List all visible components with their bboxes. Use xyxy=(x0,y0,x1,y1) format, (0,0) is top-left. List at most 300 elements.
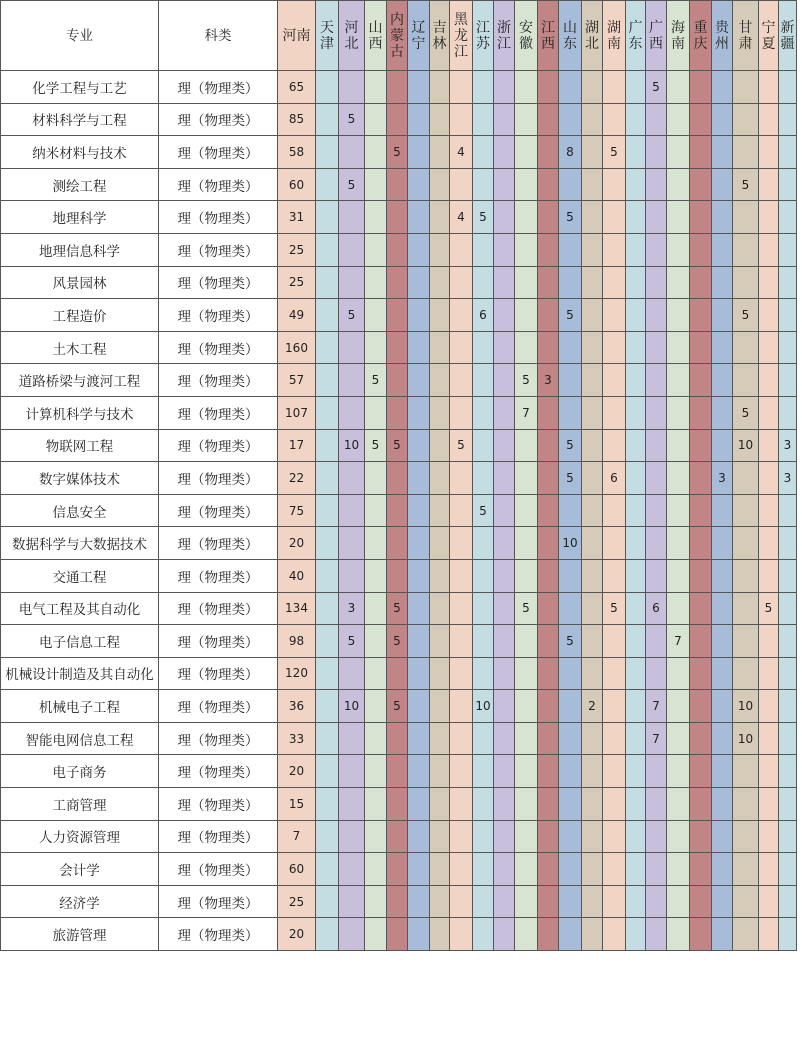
quota-cell xyxy=(779,331,797,364)
quota-cell xyxy=(759,690,779,723)
quota-cell xyxy=(667,429,690,462)
header-province: 甘 肃 xyxy=(733,1,759,71)
header-province: 江 苏 xyxy=(473,1,494,71)
quota-cell xyxy=(759,299,779,332)
quota-cell xyxy=(712,592,733,625)
quota-cell xyxy=(365,266,387,299)
category-cell: 理（物理类） xyxy=(159,136,278,169)
quota-cell xyxy=(538,820,559,853)
quota-cell xyxy=(430,559,450,592)
quota-cell xyxy=(408,755,430,788)
quota-cell xyxy=(473,722,494,755)
quota-cell xyxy=(759,853,779,886)
quota-cell xyxy=(316,690,339,723)
quota-cell xyxy=(667,233,690,266)
quota-cell xyxy=(408,233,430,266)
quota-cell xyxy=(712,266,733,299)
quota-cell xyxy=(733,331,759,364)
quota-cell: 5 xyxy=(559,462,582,495)
quota-cell xyxy=(667,462,690,495)
quota-cell xyxy=(626,657,646,690)
header-province: 辽 宁 xyxy=(408,1,430,71)
quota-cell xyxy=(515,233,538,266)
quota-cell xyxy=(582,885,603,918)
quota-cell: 5 xyxy=(387,136,408,169)
quota-cell xyxy=(387,299,408,332)
quota-cell xyxy=(759,559,779,592)
category-cell: 理（物理类） xyxy=(159,103,278,136)
quota-cell xyxy=(690,885,712,918)
quota-cell xyxy=(473,396,494,429)
quota-cell xyxy=(450,71,473,104)
quota-cell xyxy=(430,103,450,136)
quota-cell xyxy=(494,136,515,169)
quota-cell xyxy=(365,233,387,266)
quota-cell xyxy=(316,331,339,364)
quota-cell xyxy=(494,462,515,495)
quota-cell xyxy=(430,853,450,886)
quota-cell: 5 xyxy=(646,71,667,104)
quota-cell: 5 xyxy=(759,592,779,625)
quota-cell xyxy=(733,885,759,918)
quota-cell xyxy=(365,462,387,495)
quota-cell xyxy=(365,559,387,592)
quota-cell xyxy=(473,527,494,560)
quota-cell xyxy=(779,722,797,755)
quota-cell xyxy=(494,918,515,951)
quota-cell xyxy=(646,559,667,592)
quota-cell xyxy=(582,918,603,951)
quota-cell xyxy=(515,299,538,332)
quota-cell xyxy=(408,201,430,234)
table-row xyxy=(1,722,797,755)
quota-cell xyxy=(667,559,690,592)
quota-cell xyxy=(603,494,626,527)
table-row xyxy=(1,71,797,104)
quota-cell xyxy=(733,233,759,266)
quota-cell xyxy=(408,625,430,658)
header-province: 内 蒙 古 xyxy=(387,1,408,71)
quota-cell xyxy=(515,559,538,592)
quota-cell xyxy=(515,331,538,364)
quota-cell xyxy=(690,233,712,266)
quota-cell xyxy=(733,527,759,560)
quota-cell xyxy=(538,299,559,332)
quota-cell xyxy=(582,396,603,429)
quota-cell xyxy=(759,396,779,429)
quota-cell xyxy=(603,364,626,397)
quota-cell: 10 xyxy=(559,527,582,560)
quota-cell xyxy=(759,136,779,169)
quota-cell xyxy=(559,559,582,592)
category-cell: 理（物理类） xyxy=(159,494,278,527)
quota-cell xyxy=(387,233,408,266)
quota-cell xyxy=(712,755,733,788)
quota-cell xyxy=(733,559,759,592)
quota-cell xyxy=(733,918,759,951)
quota-cell xyxy=(339,527,365,560)
quota-cell xyxy=(430,364,450,397)
major-cell: 工商管理 xyxy=(1,788,159,821)
quota-cell: 5 xyxy=(365,429,387,462)
quota-cell xyxy=(408,103,430,136)
quota-cell: 10 xyxy=(733,722,759,755)
quota-cell: 160 xyxy=(278,331,316,364)
quota-cell xyxy=(779,71,797,104)
major-cell: 旅游管理 xyxy=(1,918,159,951)
quota-cell xyxy=(779,494,797,527)
quota-cell xyxy=(779,168,797,201)
quota-cell: 7 xyxy=(646,722,667,755)
quota-cell xyxy=(450,885,473,918)
quota-cell xyxy=(365,299,387,332)
table-row xyxy=(1,396,797,429)
quota-cell xyxy=(538,71,559,104)
table-row xyxy=(1,136,797,169)
quota-cell xyxy=(316,364,339,397)
header-province: 广 东 xyxy=(626,1,646,71)
quota-cell xyxy=(626,885,646,918)
quota-cell xyxy=(582,233,603,266)
quota-cell: 5 xyxy=(515,592,538,625)
quota-cell xyxy=(603,820,626,853)
quota-cell xyxy=(626,71,646,104)
quota-cell xyxy=(603,527,626,560)
quota-cell xyxy=(559,168,582,201)
quota-cell xyxy=(430,494,450,527)
category-cell: 理（物理类） xyxy=(159,625,278,658)
quota-cell xyxy=(667,788,690,821)
quota-cell: 5 xyxy=(559,299,582,332)
quota-cell xyxy=(626,364,646,397)
quota-cell xyxy=(690,201,712,234)
quota-cell xyxy=(559,853,582,886)
category-cell: 理（物理类） xyxy=(159,820,278,853)
quota-cell xyxy=(339,396,365,429)
quota-cell xyxy=(387,885,408,918)
quota-cell xyxy=(626,788,646,821)
quota-cell xyxy=(712,527,733,560)
quota-cell xyxy=(450,592,473,625)
quota-cell xyxy=(408,266,430,299)
quota-cell xyxy=(365,918,387,951)
quota-cell xyxy=(667,168,690,201)
table-row xyxy=(1,625,797,658)
category-cell: 理（物理类） xyxy=(159,885,278,918)
quota-cell xyxy=(582,820,603,853)
quota-cell xyxy=(667,266,690,299)
quota-cell xyxy=(779,364,797,397)
quota-cell xyxy=(473,71,494,104)
quota-cell: 3 xyxy=(538,364,559,397)
quota-cell xyxy=(408,788,430,821)
quota-cell xyxy=(515,722,538,755)
quota-cell xyxy=(538,559,559,592)
quota-cell xyxy=(387,820,408,853)
quota-cell xyxy=(365,527,387,560)
quota-cell xyxy=(646,364,667,397)
quota-cell xyxy=(515,625,538,658)
quota-cell xyxy=(582,657,603,690)
table-row xyxy=(1,885,797,918)
header-category: 科类 xyxy=(159,1,278,71)
category-cell: 理（物理类） xyxy=(159,429,278,462)
quota-cell xyxy=(603,103,626,136)
quota-cell xyxy=(339,722,365,755)
quota-cell xyxy=(430,885,450,918)
header-province: 安 徽 xyxy=(515,1,538,71)
quota-cell xyxy=(387,494,408,527)
quota-cell xyxy=(759,364,779,397)
header-province: 黑 龙 江 xyxy=(450,1,473,71)
quota-cell xyxy=(538,136,559,169)
table-row xyxy=(1,494,797,527)
quota-cell: 15 xyxy=(278,788,316,821)
quota-cell xyxy=(494,559,515,592)
quota-cell xyxy=(408,71,430,104)
header-province: 湖 南 xyxy=(603,1,626,71)
quota-cell: 31 xyxy=(278,201,316,234)
quota-cell xyxy=(515,103,538,136)
quota-cell xyxy=(316,559,339,592)
quota-cell: 10 xyxy=(733,690,759,723)
quota-cell xyxy=(712,820,733,853)
quota-cell: 5 xyxy=(387,625,408,658)
quota-cell xyxy=(430,233,450,266)
quota-cell: 3 xyxy=(712,462,733,495)
quota-cell xyxy=(450,853,473,886)
quota-cell xyxy=(712,71,733,104)
major-cell: 数据科学与大数据技术 xyxy=(1,527,159,560)
quota-cell xyxy=(779,885,797,918)
quota-cell xyxy=(538,494,559,527)
quota-cell xyxy=(712,364,733,397)
quota-cell xyxy=(387,201,408,234)
quota-cell xyxy=(759,494,779,527)
quota-cell xyxy=(779,201,797,234)
quota-cell xyxy=(316,755,339,788)
quota-cell xyxy=(559,788,582,821)
quota-cell: 5 xyxy=(473,201,494,234)
quota-cell xyxy=(690,429,712,462)
quota-cell xyxy=(667,592,690,625)
quota-cell xyxy=(538,266,559,299)
quota-cell xyxy=(316,494,339,527)
quota-cell xyxy=(387,755,408,788)
quota-cell: 49 xyxy=(278,299,316,332)
quota-cell xyxy=(365,494,387,527)
quota-cell xyxy=(646,396,667,429)
header-province: 河南 xyxy=(278,1,316,71)
quota-cell xyxy=(430,820,450,853)
table-row xyxy=(1,103,797,136)
quota-cell xyxy=(408,168,430,201)
quota-cell xyxy=(779,527,797,560)
quota-cell xyxy=(690,918,712,951)
quota-cell xyxy=(712,396,733,429)
quota-cell xyxy=(339,201,365,234)
quota-cell xyxy=(582,266,603,299)
quota-cell xyxy=(430,527,450,560)
quota-cell xyxy=(690,331,712,364)
quota-cell xyxy=(712,331,733,364)
quota-cell xyxy=(712,494,733,527)
quota-cell xyxy=(603,853,626,886)
quota-cell xyxy=(690,494,712,527)
table-body xyxy=(1,71,797,951)
header-province: 广 西 xyxy=(646,1,667,71)
quota-cell xyxy=(626,690,646,723)
quota-cell xyxy=(733,657,759,690)
quota-cell: 20 xyxy=(278,527,316,560)
quota-cell xyxy=(387,527,408,560)
quota-cell xyxy=(316,201,339,234)
major-cell: 信息安全 xyxy=(1,494,159,527)
quota-cell xyxy=(387,103,408,136)
quota-cell xyxy=(559,103,582,136)
quota-cell xyxy=(450,755,473,788)
quota-cell xyxy=(712,722,733,755)
quota-cell: 7 xyxy=(667,625,690,658)
quota-cell xyxy=(559,722,582,755)
quota-cell xyxy=(473,103,494,136)
quota-cell xyxy=(473,657,494,690)
quota-cell xyxy=(473,136,494,169)
quota-cell: 5 xyxy=(365,364,387,397)
major-cell: 道路桥梁与渡河工程 xyxy=(1,364,159,397)
quota-cell xyxy=(667,690,690,723)
header-province: 山 西 xyxy=(365,1,387,71)
quota-cell xyxy=(515,755,538,788)
quota-cell: 40 xyxy=(278,559,316,592)
quota-cell xyxy=(316,625,339,658)
quota-cell: 5 xyxy=(387,429,408,462)
quota-cell xyxy=(408,559,430,592)
quota-cell xyxy=(646,462,667,495)
quota-cell xyxy=(667,103,690,136)
quota-cell xyxy=(759,625,779,658)
quota-cell xyxy=(408,299,430,332)
quota-cell xyxy=(339,331,365,364)
quota-cell xyxy=(450,494,473,527)
quota-cell xyxy=(408,364,430,397)
quota-cell xyxy=(339,559,365,592)
quota-cell xyxy=(538,462,559,495)
quota-cell xyxy=(430,690,450,723)
quota-cell xyxy=(408,396,430,429)
quota-cell xyxy=(494,201,515,234)
quota-cell xyxy=(538,233,559,266)
quota-cell xyxy=(473,168,494,201)
quota-cell xyxy=(494,266,515,299)
quota-cell xyxy=(450,820,473,853)
quota-cell xyxy=(515,788,538,821)
quota-cell: 22 xyxy=(278,462,316,495)
quota-cell xyxy=(494,853,515,886)
quota-cell xyxy=(626,918,646,951)
quota-cell xyxy=(430,918,450,951)
quota-cell xyxy=(582,462,603,495)
quota-cell xyxy=(450,690,473,723)
quota-cell xyxy=(779,690,797,723)
quota-cell xyxy=(779,592,797,625)
quota-cell xyxy=(603,299,626,332)
quota-cell xyxy=(515,494,538,527)
quota-cell xyxy=(450,299,473,332)
quota-cell xyxy=(316,657,339,690)
header-province: 重 庆 xyxy=(690,1,712,71)
quota-cell xyxy=(365,103,387,136)
quota-cell xyxy=(316,788,339,821)
quota-cell xyxy=(339,853,365,886)
table-row xyxy=(1,918,797,951)
quota-cell xyxy=(626,429,646,462)
quota-cell xyxy=(667,657,690,690)
quota-cell xyxy=(667,820,690,853)
header-province: 河 北 xyxy=(339,1,365,71)
quota-cell xyxy=(603,755,626,788)
category-cell: 理（物理类） xyxy=(159,527,278,560)
quota-cell xyxy=(779,755,797,788)
quota-cell xyxy=(450,266,473,299)
major-cell: 会计学 xyxy=(1,853,159,886)
quota-cell xyxy=(387,71,408,104)
major-cell: 交通工程 xyxy=(1,559,159,592)
header-province: 浙 江 xyxy=(494,1,515,71)
quota-cell xyxy=(538,788,559,821)
quota-cell xyxy=(430,201,450,234)
quota-cell xyxy=(494,527,515,560)
quota-cell xyxy=(430,266,450,299)
quota-cell xyxy=(339,266,365,299)
quota-cell xyxy=(603,885,626,918)
quota-cell: 5 xyxy=(387,592,408,625)
quota-cell xyxy=(339,233,365,266)
quota-cell xyxy=(779,136,797,169)
quota-cell xyxy=(339,820,365,853)
quota-cell xyxy=(626,331,646,364)
quota-cell xyxy=(538,103,559,136)
category-cell: 理（物理类） xyxy=(159,396,278,429)
quota-cell xyxy=(450,168,473,201)
quota-cell xyxy=(712,233,733,266)
quota-cell xyxy=(779,396,797,429)
quota-cell xyxy=(316,885,339,918)
header-major: 专业 xyxy=(1,1,159,71)
quota-cell xyxy=(733,592,759,625)
quota-cell xyxy=(365,853,387,886)
quota-cell xyxy=(387,331,408,364)
quota-cell xyxy=(712,429,733,462)
quota-cell xyxy=(582,494,603,527)
quota-cell xyxy=(712,168,733,201)
quota-cell xyxy=(387,396,408,429)
quota-cell xyxy=(494,788,515,821)
quota-cell xyxy=(559,364,582,397)
table-row xyxy=(1,266,797,299)
quota-cell: 5 xyxy=(515,364,538,397)
quota-cell xyxy=(582,168,603,201)
quota-cell xyxy=(667,722,690,755)
quota-cell xyxy=(430,755,450,788)
quota-cell xyxy=(450,462,473,495)
quota-cell xyxy=(316,820,339,853)
quota-cell xyxy=(494,625,515,658)
quota-cell: 5 xyxy=(603,592,626,625)
quota-cell xyxy=(515,820,538,853)
quota-cell xyxy=(430,592,450,625)
quota-cell xyxy=(316,396,339,429)
